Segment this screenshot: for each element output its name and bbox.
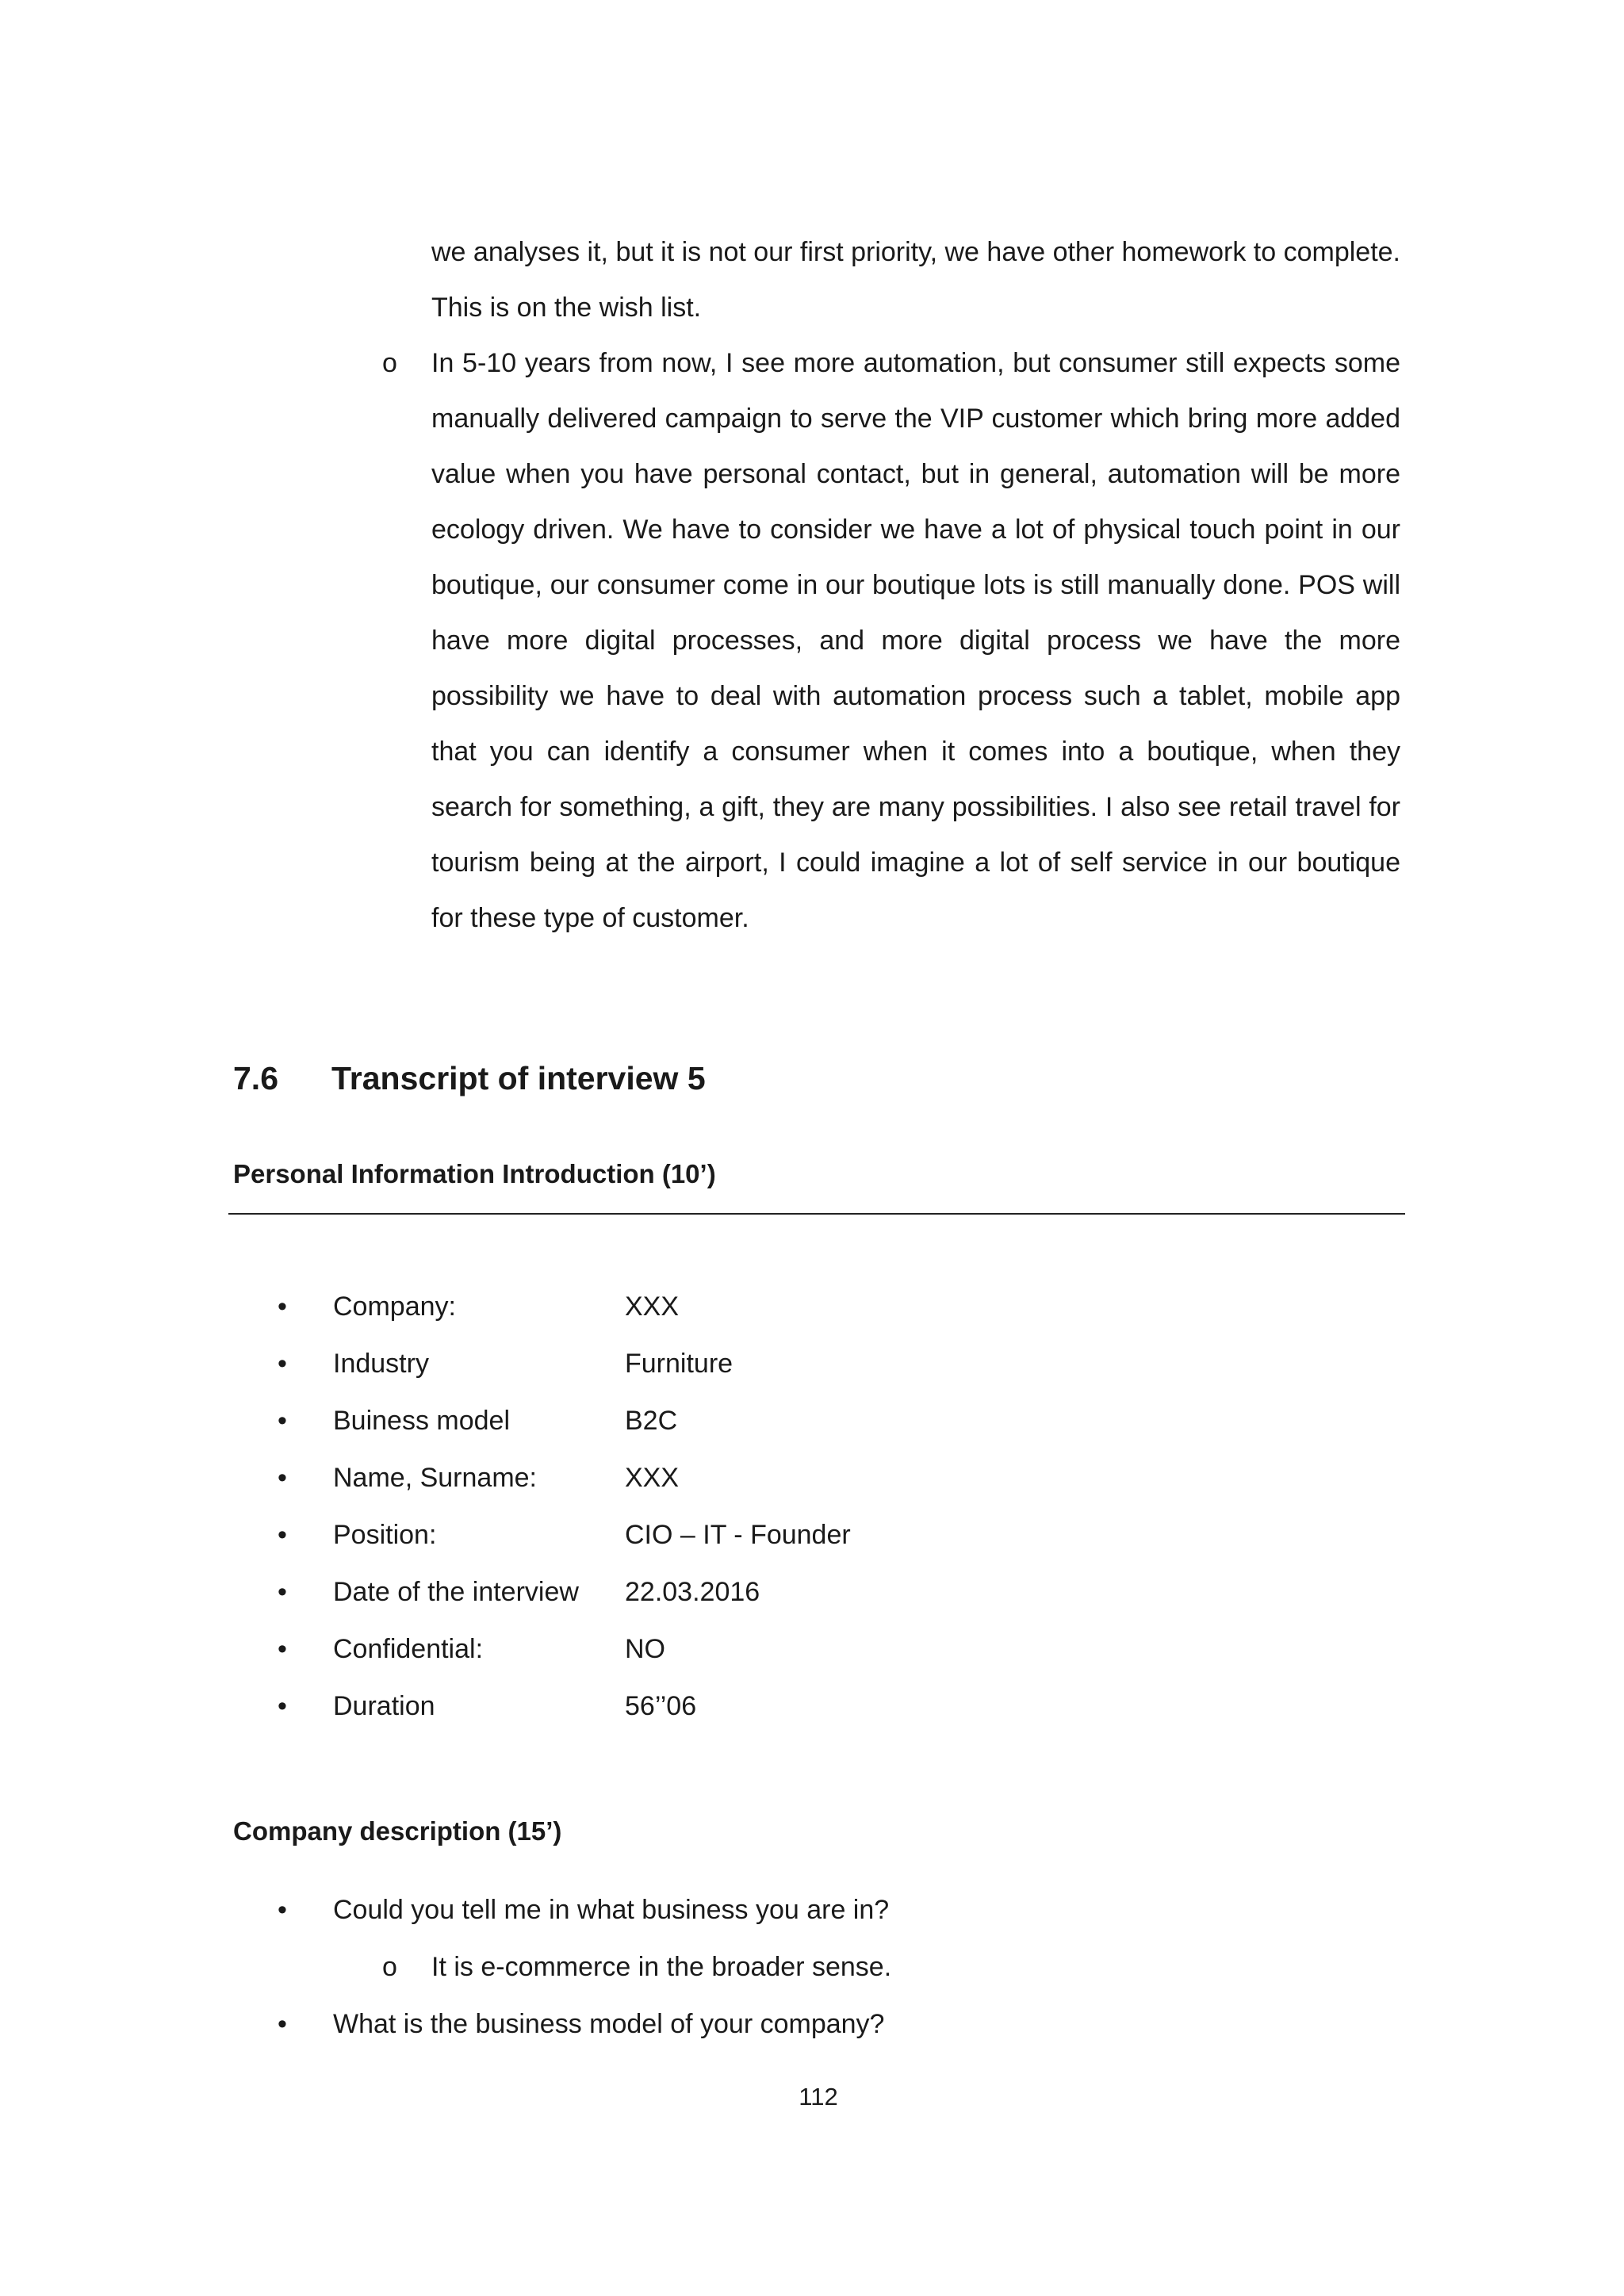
info-row-name [278, 1449, 851, 1506]
horizontal-rule [228, 1213, 1405, 1215]
answer-text: It is e-commerce in the broader sense. [431, 1952, 892, 1982]
personal-info-heading: Personal Information Introduction (10’) [233, 1159, 716, 1188]
info-label: Duration [333, 1691, 435, 1721]
bullet-icon: • [278, 1634, 287, 1664]
answer-paragraph: In 5-10 years from now, I see more automation, but consumer still expects some manually delivered campaign to serve the VIP customer which bring more added value when you have personal contact, but in general, automation will be more ecology driven. We have to consider we have a lot of physical touch point in our boutique, our consumer come in our boutique lots is still manually done. POS will have more digital processes, and more digital process we have the more possibility we have to deal with automation process such a tablet, mobile app that you can identify a consumer when it comes into a boutique, when they search for something, a gift, they are many possibilities. I also see retail travel for tourism being at the airport, I could imagine a lot of self service in our boutique for these type of customer. [431, 348, 1400, 933]
section-heading [233, 1054, 706, 1102]
bullet-icon: • [278, 1349, 287, 1379]
company-description-heading: Company description (15’) [233, 1816, 562, 1846]
bullet-icon: • [278, 1520, 287, 1550]
info-label: Buiness model [333, 1406, 511, 1436]
question-text: What is the business model of your company? [333, 2009, 885, 2039]
info-row-business-model [278, 1392, 851, 1449]
bullet-icon: • [278, 1895, 287, 1925]
question-text: Could you tell me in what business you are in? [333, 1895, 890, 1925]
info-value: B2C [625, 1406, 678, 1436]
bullet-icon: • [278, 1406, 287, 1436]
info-row-position [278, 1506, 851, 1563]
info-label: Industry [333, 1349, 429, 1379]
company-description-list [278, 1881, 891, 2053]
info-value: XXX [625, 1463, 680, 1493]
bullet-icon: • [278, 1691, 287, 1721]
info-row-duration [278, 1678, 851, 1735]
info-label: Name, Surname: [333, 1463, 537, 1493]
continuation-paragraph: we analyses it, but it is not our first priority, we have other homework to complete. This is on the wish list. [431, 237, 1401, 323]
info-value: 22.03.2016 [625, 1577, 760, 1607]
page-number: 112 [799, 2083, 838, 2110]
info-label: Position: [333, 1520, 437, 1550]
info-row-date [278, 1563, 851, 1621]
bullet-icon: • [278, 2009, 287, 2039]
sub-bullet-marker: o [382, 348, 397, 378]
section-title: Transcript of interview 5 [331, 1060, 706, 1096]
info-label: Confidential: [333, 1634, 484, 1664]
info-value: 56’’06 [625, 1691, 697, 1721]
answer-item [278, 1938, 891, 1996]
bullet-icon: • [278, 1577, 287, 1607]
info-value: CIO – IT - Founder [625, 1520, 851, 1550]
personal-info-list [278, 1278, 851, 1735]
question-item [278, 1996, 891, 2053]
sub-bullet-icon: o [382, 1952, 397, 1982]
info-row-company [278, 1278, 851, 1335]
info-value: XXX [625, 1292, 680, 1322]
info-row-confidential [278, 1621, 851, 1678]
bullet-icon: • [278, 1463, 287, 1493]
question-item [278, 1881, 891, 1938]
info-value: NO [625, 1634, 665, 1664]
info-value: Furniture [625, 1349, 733, 1379]
info-row-industry [278, 1335, 851, 1392]
info-label: Company: [333, 1292, 456, 1322]
bullet-icon: • [278, 1292, 287, 1322]
info-label: Date of the interview [333, 1577, 579, 1607]
section-number: 7.6 [233, 1060, 278, 1096]
